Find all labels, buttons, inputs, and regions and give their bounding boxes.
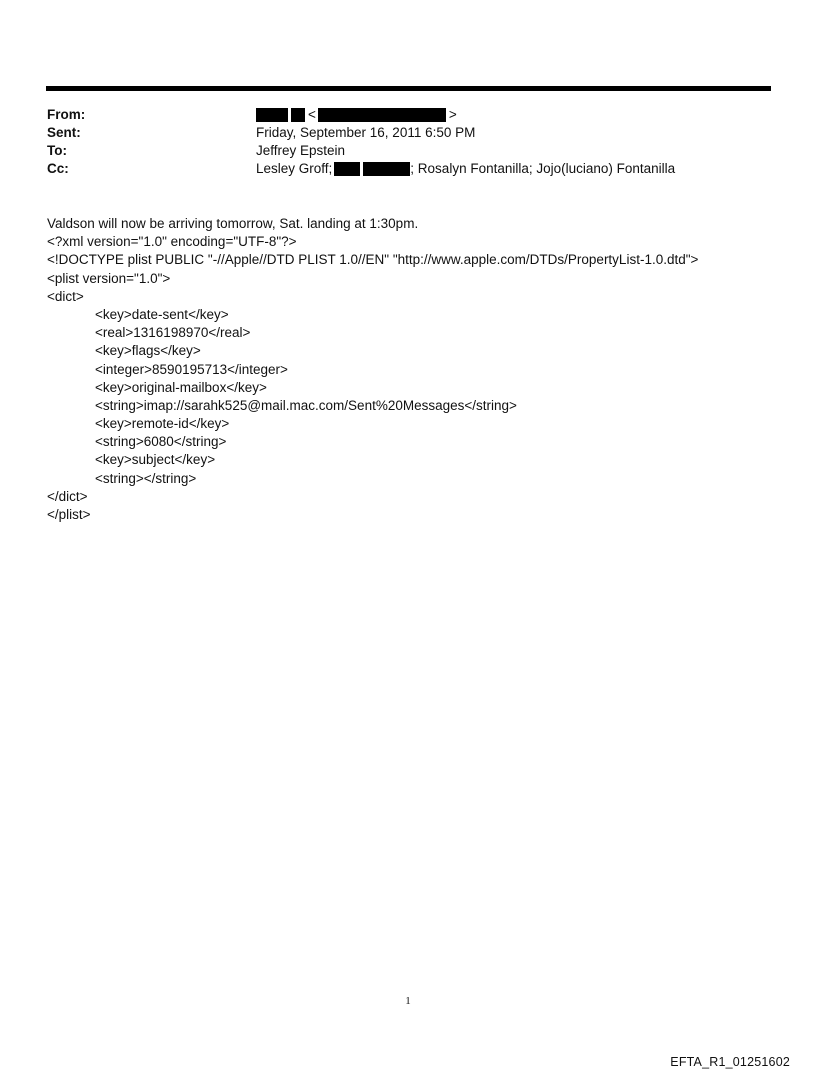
to-row	[47, 142, 772, 160]
sent-value: Friday, September 16, 2011 6:50 PM	[256, 125, 476, 140]
from-gt: >	[448, 107, 457, 122]
cc-part1: Lesley Groff;	[256, 161, 333, 176]
redaction-box	[291, 108, 305, 122]
email-header	[47, 106, 772, 178]
body-line: <!DOCTYPE plist PUBLIC "-//Apple//DTD PLIST 1.0//EN" "http://www.apple.com/DTDs/PropertyList-1.0.dtd">	[47, 252, 699, 268]
body-line: <plist version="1.0">	[47, 270, 171, 286]
body-line: </dict>	[47, 488, 88, 504]
body-line: <integer>8590195713</integer>	[95, 361, 288, 377]
email-body	[47, 215, 772, 524]
cc-label: Cc:	[47, 161, 69, 176]
redaction-box	[334, 162, 360, 176]
redaction-box	[363, 162, 410, 176]
body-line: <key>original-mailbox</key>	[95, 379, 267, 395]
from-lt: <	[308, 107, 316, 122]
body-line: <key>remote-id</key>	[95, 416, 230, 432]
redaction-box	[318, 108, 446, 122]
body-line: <?xml version="1.0" encoding="UTF-8"?>	[47, 234, 297, 250]
body-line: <real>1316198970</real>	[95, 325, 251, 341]
cc-value	[256, 160, 675, 178]
page-number: 1	[405, 995, 411, 1007]
body-line: <dict>	[47, 288, 84, 304]
redaction-box	[256, 108, 288, 122]
body-line: <string>imap://sarahk525@mail.mac.com/Sent%20Messages</string>	[95, 397, 517, 413]
from-row	[47, 106, 772, 124]
to-value: Jeffrey Epstein	[256, 143, 346, 158]
body-line: <key>subject</key>	[95, 452, 216, 468]
cc-part2: ; Rosalyn Fontanilla; Jojo(luciano) Fontanilla	[410, 161, 676, 176]
body-line: <string>6080</string>	[95, 434, 227, 450]
body-line: <key>date-sent</key>	[95, 306, 229, 322]
body-line: Valdson will now be arriving tomorrow, Sat. landing at 1:30pm.	[47, 216, 419, 231]
body-line: <string></string>	[95, 470, 197, 486]
sent-row	[47, 124, 772, 142]
sent-label: Sent:	[47, 125, 81, 140]
body-line: </plist>	[47, 507, 91, 522]
from-label: From:	[47, 107, 86, 122]
header-rule	[46, 86, 771, 91]
document-id: EFTA_R1_01251602	[670, 1055, 790, 1069]
from-value	[256, 106, 457, 124]
cc-row	[47, 160, 772, 178]
to-label: To:	[47, 143, 67, 158]
body-line: <key>flags</key>	[95, 343, 201, 359]
